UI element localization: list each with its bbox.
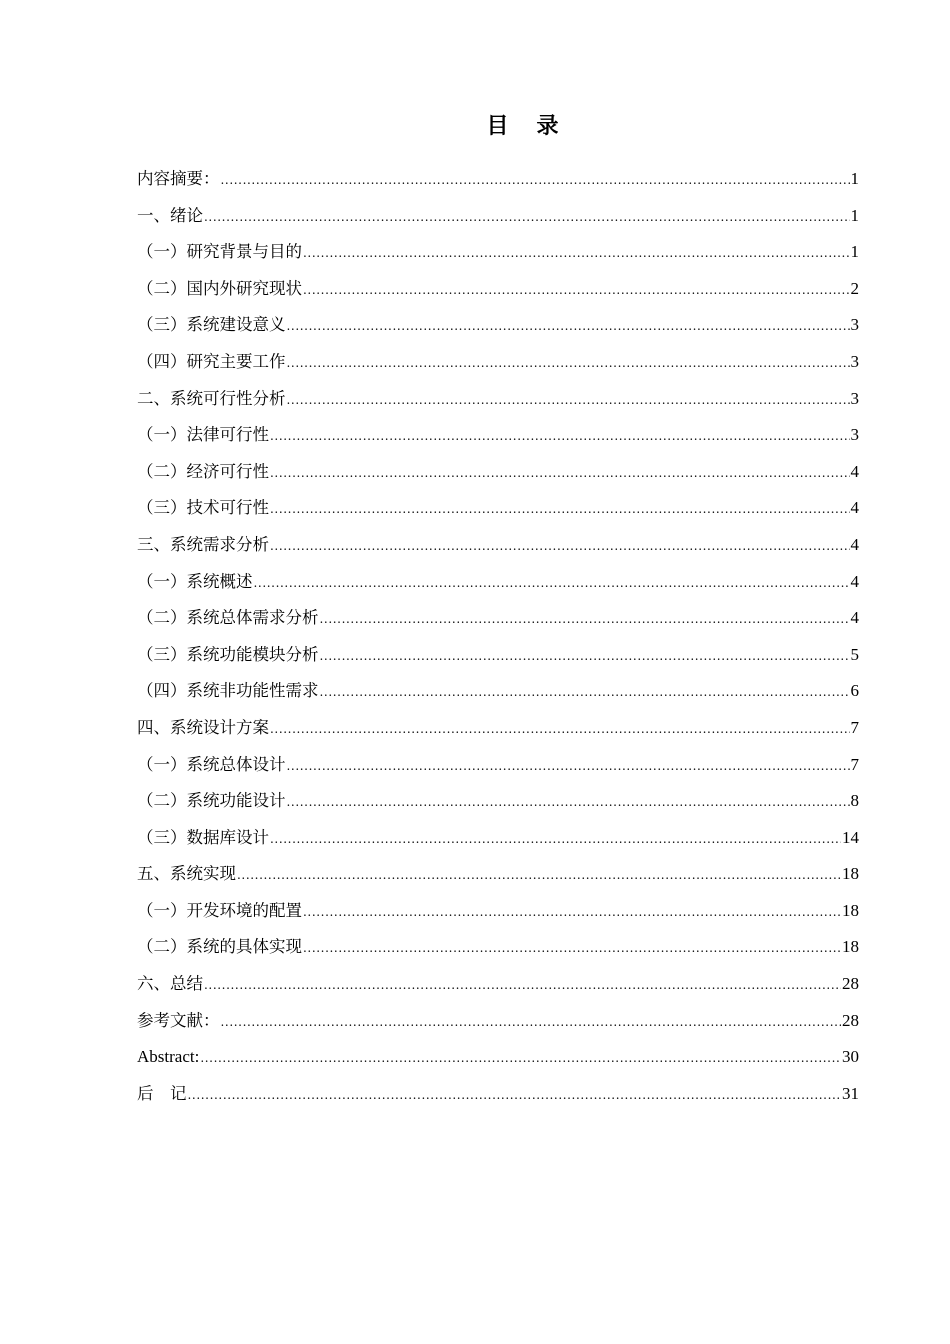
toc-entry[interactable] — [137, 1079, 859, 1116]
toc-entry-label: （二）系统总体需求分析 — [137, 608, 319, 628]
toc-entry-label: （三）系统功能模块分析 — [137, 644, 319, 664]
toc-entry-page: 6 — [850, 681, 859, 701]
toc-leader-dots — [287, 348, 850, 378]
toc-entry-label: 参考文献： — [137, 1010, 220, 1030]
toc-entry-page: 3 — [850, 388, 859, 408]
toc-leader-dots — [320, 677, 850, 707]
toc-entry-page: 31 — [842, 1083, 859, 1103]
toc-entry-label: 六、总结 — [137, 974, 203, 994]
toc-leader-dots — [270, 531, 850, 561]
toc-entry-page: 7 — [850, 754, 859, 774]
toc-entry[interactable] — [137, 1042, 859, 1079]
toc-entry[interactable] — [137, 786, 859, 823]
toc-entry[interactable] — [137, 603, 859, 640]
toc-leader-dots — [320, 641, 850, 671]
toc-entry-label: 内容摘要： — [137, 169, 220, 188]
toc-leader-dots — [270, 714, 850, 744]
toc-entry-label: 后 记 — [137, 1083, 187, 1103]
toc-leader-dots — [237, 860, 841, 890]
toc-title — [0, 112, 950, 142]
toc-entry[interactable] — [137, 1006, 859, 1043]
toc-entry-label: 四、系统设计方案 — [137, 717, 269, 737]
toc-entry[interactable] — [137, 347, 859, 384]
toc-entry-page: 18 — [842, 900, 859, 920]
toc-entry-label: （三）技术可行性 — [137, 498, 269, 518]
toc-entry-page: 3 — [850, 315, 859, 335]
toc-entry-label: （一）开发环境的配置 — [137, 900, 302, 920]
toc-entry-page: 18 — [842, 937, 859, 957]
toc-leader-dots — [303, 275, 850, 305]
toc-entry-label: 三、系统需求分析 — [137, 534, 269, 554]
toc-entry[interactable] — [137, 237, 859, 274]
toc-entry[interactable] — [137, 310, 859, 347]
toc-entry-page: 8 — [850, 791, 859, 811]
toc-leader-dots — [270, 824, 841, 854]
toc-entry-page: 4 — [850, 608, 859, 628]
toc-entry-label: 一、绪论 — [137, 205, 203, 225]
toc-entry-page: 2 — [850, 278, 859, 298]
toc-entry[interactable] — [137, 384, 859, 421]
toc-entry[interactable] — [137, 164, 859, 201]
toc-entry[interactable] — [137, 750, 859, 787]
toc-leader-dots — [221, 1007, 842, 1037]
toc-entry-label: （二）系统功能设计 — [137, 791, 286, 811]
toc-leader-dots — [221, 165, 850, 195]
toc-entry[interactable] — [137, 420, 859, 457]
toc-entry-label: 二、系统可行性分析 — [137, 388, 286, 408]
toc-leader-dots — [320, 604, 850, 634]
toc-entry-label: （一）系统总体设计 — [137, 754, 286, 774]
toc-entry-page: 4 — [850, 534, 859, 554]
toc-leader-dots — [287, 787, 850, 817]
toc-entry-page: 7 — [850, 717, 859, 737]
toc-entry-label: Abstract: — [137, 1047, 200, 1067]
toc-entry-page: 3 — [850, 425, 859, 445]
toc-leader-dots — [303, 933, 841, 963]
toc-entry-page: 18 — [842, 864, 859, 884]
toc-entry-page: 1 — [850, 205, 859, 225]
toc-leader-dots — [287, 311, 850, 341]
toc-entry-label: （三）数据库设计 — [137, 827, 269, 847]
toc-leader-dots — [303, 238, 850, 268]
toc-entry-page: 4 — [850, 498, 859, 518]
toc-leader-dots — [270, 421, 850, 451]
toc-entry-label: （一）法律可行性 — [137, 425, 269, 445]
toc-leader-dots — [287, 385, 850, 415]
toc-entry-label: （三）系统建设意义 — [137, 315, 286, 335]
toc-list — [137, 164, 859, 1115]
toc-entry-label: （四）研究主要工作 — [137, 351, 286, 371]
toc-leader-dots — [188, 1080, 842, 1110]
toc-leader-dots — [303, 897, 841, 927]
toc-entry[interactable] — [137, 969, 859, 1006]
toc-entry-page: 1 — [850, 169, 859, 188]
toc-entry-label: （四）系统非功能性需求 — [137, 681, 319, 701]
toc-entry-page: 3 — [850, 351, 859, 371]
toc-entry-label: （一）系统概述 — [137, 571, 253, 591]
toc-entry-page: 5 — [850, 644, 859, 664]
toc-entry[interactable] — [137, 640, 859, 677]
toc-leader-dots — [204, 202, 850, 232]
toc-entry[interactable] — [137, 493, 859, 530]
toc-entry-label: （二）经济可行性 — [137, 461, 269, 481]
toc-entry[interactable] — [137, 530, 859, 567]
toc-entry[interactable] — [137, 201, 859, 238]
toc-entry[interactable] — [137, 713, 859, 750]
toc-leader-dots — [204, 970, 841, 1000]
toc-entry[interactable] — [137, 567, 859, 604]
toc-entry-label: （二）国内外研究现状 — [137, 278, 302, 298]
toc-leader-dots — [270, 458, 850, 488]
toc-entry[interactable] — [137, 676, 859, 713]
toc-title-char-2: 录 — [536, 114, 559, 139]
toc-entry[interactable] — [137, 932, 859, 969]
toc-entry-label: 五、系统实现 — [137, 864, 236, 884]
toc-entry-page: 14 — [842, 827, 859, 847]
toc-entry-page: 4 — [850, 571, 859, 591]
toc-entry-page: 28 — [842, 974, 859, 994]
toc-entry-label: （一）研究背景与目的 — [137, 242, 302, 262]
toc-leader-dots — [254, 568, 850, 598]
toc-title-char-1: 目 — [486, 114, 509, 139]
toc-entry-page: 30 — [842, 1047, 859, 1067]
toc-entry[interactable] — [137, 274, 859, 311]
toc-entry[interactable] — [137, 859, 859, 896]
toc-entry[interactable] — [137, 457, 859, 494]
toc-entry[interactable] — [137, 823, 859, 860]
toc-entry-label: （二）系统的具体实现 — [137, 937, 302, 957]
toc-entry-page: 4 — [850, 461, 859, 481]
toc-entry-page: 28 — [842, 1010, 859, 1030]
toc-leader-dots — [287, 751, 850, 781]
toc-entry-page: 1 — [850, 242, 859, 262]
toc-leader-dots — [270, 494, 850, 524]
toc-leader-dots — [200, 1043, 841, 1073]
toc-entry[interactable] — [137, 896, 859, 933]
